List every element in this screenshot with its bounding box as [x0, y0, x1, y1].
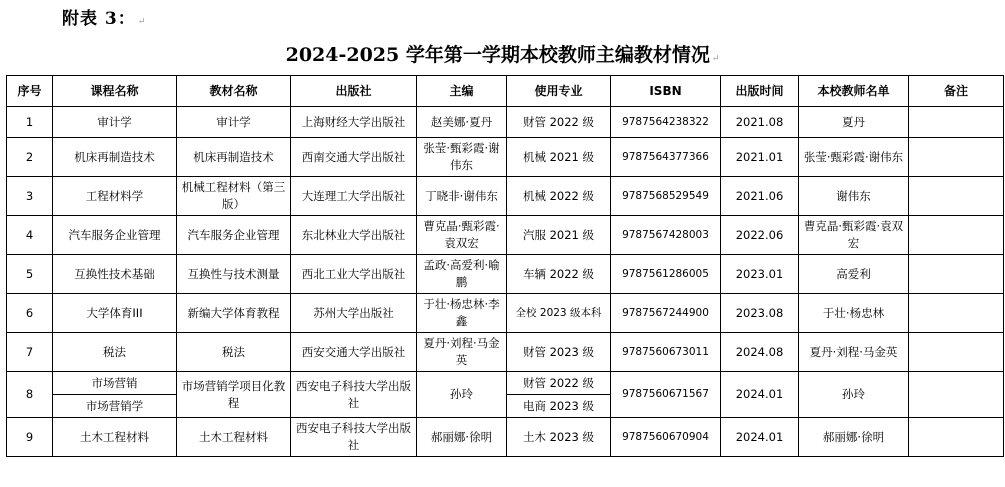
- cell-major: 车辆 2022 级: [507, 255, 611, 294]
- cell-textbook: 汽车服务企业管理: [177, 216, 291, 255]
- cell-textbook: 审计学: [177, 107, 291, 138]
- cell-date: 2024.01: [721, 418, 799, 457]
- cell-no: 1: [7, 107, 53, 138]
- cell-editor: 孙玲: [417, 372, 507, 418]
- cell-publisher: 东北林业大学出版社: [291, 216, 417, 255]
- cell-course: 机床再制造技术: [53, 138, 177, 177]
- cell-teachers: 高爱利: [799, 255, 909, 294]
- cell-course: 税法: [53, 333, 177, 372]
- cell-publisher: 大连理工大学出版社: [291, 177, 417, 216]
- cell-textbook: 互换性与技术测量: [177, 255, 291, 294]
- cell-publisher: 西安交通大学出版社: [291, 333, 417, 372]
- cell-no: 5: [7, 255, 53, 294]
- cell-note: [909, 255, 1004, 294]
- cell-no: 7: [7, 333, 53, 372]
- cell-isbn: 9787567428003: [611, 216, 721, 255]
- cell-major: 财管 2022 级: [507, 107, 611, 138]
- cell-note: [909, 294, 1004, 333]
- header-cell: ISBN: [611, 76, 721, 107]
- cell-no: 4: [7, 216, 53, 255]
- cell-major: 全校 2023 级本科: [507, 294, 611, 333]
- cell-editor: 郝丽娜·徐明: [417, 418, 507, 457]
- table-row: [7, 372, 1004, 395]
- cell-note: [909, 216, 1004, 255]
- cell-publisher: 西安电子科技大学出版社: [291, 372, 417, 418]
- cell-publisher: 苏州大学出版社: [291, 294, 417, 333]
- cell-major: 机械 2022 级: [507, 177, 611, 216]
- cell-note: [909, 138, 1004, 177]
- cell-course: 汽车服务企业管理: [53, 216, 177, 255]
- cell-date: 2024.08: [721, 333, 799, 372]
- cell-course: 大学体育III: [53, 294, 177, 333]
- table-row: [7, 294, 1004, 333]
- cell-major: 汽服 2021 级: [507, 216, 611, 255]
- cell-note: [909, 333, 1004, 372]
- cell-isbn: 9787564377366: [611, 138, 721, 177]
- cell-textbook: 新编大学体育教程: [177, 294, 291, 333]
- cell-major: 财管 2023 级: [507, 333, 611, 372]
- cell-isbn: 9787561286005: [611, 255, 721, 294]
- header-cell: 备注: [909, 76, 1004, 107]
- cell-publisher: 西安电子科技大学出版社: [291, 418, 417, 457]
- cell-isbn: 9787560670904: [611, 418, 721, 457]
- appendix-label: 附表 3： ↵: [62, 9, 147, 29]
- document-title: 2024-2025 学年第一学期本校教师主编教材情况 ↵: [285, 44, 720, 66]
- cell-teachers: 夏丹·刘程·马金英: [799, 333, 909, 372]
- cell-no: 3: [7, 177, 53, 216]
- cell-teachers: 夏丹: [799, 107, 909, 138]
- cell-publisher: 西北工业大学出版社: [291, 255, 417, 294]
- cell-teachers: 张莹·甄彩霞·谢伟东: [799, 138, 909, 177]
- cell-publisher: 上海财经大学出版社: [291, 107, 417, 138]
- cell-note: [909, 372, 1004, 418]
- cell-date: 2022.06: [721, 216, 799, 255]
- cell-editor: 夏丹·刘程·马金英: [417, 333, 507, 372]
- cell-course: 土木工程材料: [53, 418, 177, 457]
- textbook-table: [6, 75, 1004, 457]
- cell-textbook: 机械工程材料（第三版）: [177, 177, 291, 216]
- cell-teachers: 郝丽娜·徐明: [799, 418, 909, 457]
- cell-course: 互换性技术基础: [53, 255, 177, 294]
- cell-textbook: 市场营销学项目化教程: [177, 372, 291, 418]
- cell-note: [909, 418, 1004, 457]
- cell-major: 机械 2021 级: [507, 138, 611, 177]
- cell-no: 6: [7, 294, 53, 333]
- header-cell: 教材名称: [177, 76, 291, 107]
- cell-isbn: 9787564238322: [611, 107, 721, 138]
- cell-editor: 赵美娜·夏丹: [417, 107, 507, 138]
- cell-no: 2: [7, 138, 53, 177]
- cell-isbn: 9787567244900: [611, 294, 721, 333]
- header-cell: 本校教师名单: [799, 76, 909, 107]
- cell-course: 工程材料学: [53, 177, 177, 216]
- cell-course: 市场营销学: [53, 395, 177, 418]
- cell-teachers: 于壮·杨忠林: [799, 294, 909, 333]
- cell-course: 审计学: [53, 107, 177, 138]
- cell-date: 2021.08: [721, 107, 799, 138]
- cell-publisher: 西南交通大学出版社: [291, 138, 417, 177]
- header-cell: 序号: [7, 76, 53, 107]
- table-row: [7, 333, 1004, 372]
- cell-date: 2024.01: [721, 372, 799, 418]
- cell-teachers: 曹克晶·甄彩霞·袁双宏: [799, 216, 909, 255]
- cell-date: 2023.08: [721, 294, 799, 333]
- cell-course: 市场营销: [53, 372, 177, 395]
- table-row: [7, 216, 1004, 255]
- cell-isbn: 9787560671567: [611, 372, 721, 418]
- cell-editor: 张莹·甄彩霞·谢伟东: [417, 138, 507, 177]
- cell-date: 2021.06: [721, 177, 799, 216]
- cell-major: 土木 2023 级: [507, 418, 611, 457]
- cell-major: 财管 2022 级: [507, 372, 611, 395]
- cell-major: 电商 2023 级: [507, 395, 611, 418]
- table-row: [7, 255, 1004, 294]
- cell-teachers: 孙玲: [799, 372, 909, 418]
- cell-editor: 丁晓非·谢伟东: [417, 177, 507, 216]
- table-row: [7, 418, 1004, 457]
- cell-no: 9: [7, 418, 53, 457]
- cell-date: 2023.01: [721, 255, 799, 294]
- cell-isbn: 9787568529549: [611, 177, 721, 216]
- table-header-row: [7, 76, 1004, 107]
- cell-note: [909, 107, 1004, 138]
- cell-textbook: 机床再制造技术: [177, 138, 291, 177]
- cell-editor: 曹克晶·甄彩霞·袁双宏: [417, 216, 507, 255]
- cell-note: [909, 177, 1004, 216]
- header-cell: 主编: [417, 76, 507, 107]
- header-cell: 课程名称: [53, 76, 177, 107]
- table-row: [7, 107, 1004, 138]
- cell-textbook: 土木工程材料: [177, 418, 291, 457]
- table-row: [7, 177, 1004, 216]
- header-cell: 出版社: [291, 76, 417, 107]
- cell-editor: 孟政·高爱利·喻鹏: [417, 255, 507, 294]
- header-cell: 出版时间: [721, 76, 799, 107]
- table-row: [7, 138, 1004, 177]
- cell-editor: 于壮·杨忠林·李鑫: [417, 294, 507, 333]
- cell-teachers: 谢伟东: [799, 177, 909, 216]
- cell-date: 2021.01: [721, 138, 799, 177]
- cell-textbook: 税法: [177, 333, 291, 372]
- header-cell: 使用专业: [507, 76, 611, 107]
- cell-no: 8: [7, 372, 53, 418]
- cell-isbn: 9787560673011: [611, 333, 721, 372]
